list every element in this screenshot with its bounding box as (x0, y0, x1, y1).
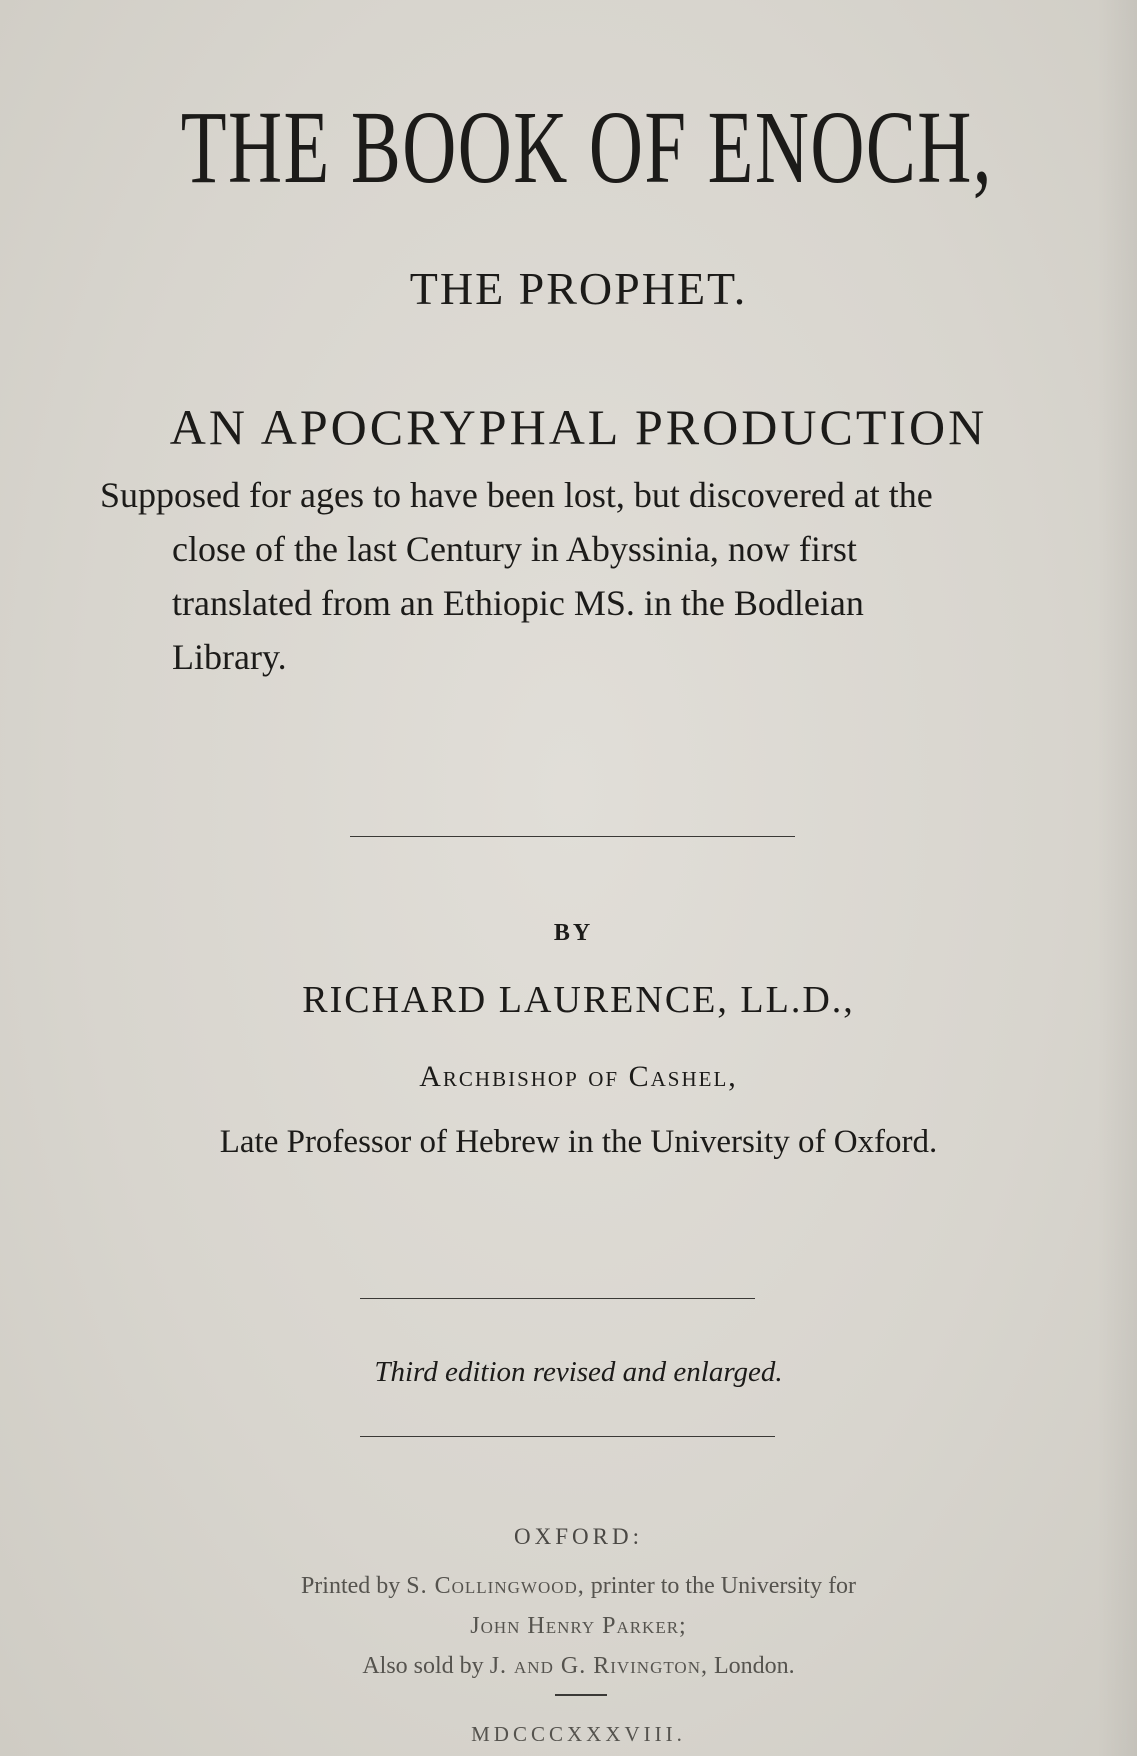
book-description (100, 468, 1100, 684)
description-line: translated from an Ethiopic MS. in the Bodleian (172, 583, 864, 623)
divider-rule (555, 1694, 607, 1696)
author-office: Archbishop of Cashel, (419, 1060, 738, 1093)
description-line: Supposed for ages to have been lost, but discovered at the (100, 475, 933, 515)
publisher-name: John Henry Parker; (470, 1613, 687, 1639)
author-professorship: Late Professor of Hebrew in the University of Oxford. (219, 1124, 938, 1160)
book-kind: AN APOCRYPHAL PRODUCTION (169, 399, 988, 455)
page-edge-shadow (1097, 0, 1137, 1756)
divider-rule (350, 836, 795, 837)
author-name: RICHARD LAURENCE, LL.D., (302, 979, 855, 1021)
divider-rule (360, 1436, 775, 1437)
by-line: BY (553, 920, 594, 946)
edition-note: Third edition revised and enlarged. (374, 1356, 783, 1388)
divider-rule (360, 1298, 755, 1299)
imprint-line (20, 1566, 1137, 1606)
imprint-text: London. (713, 1653, 795, 1679)
imprint-place: OXFORD: (514, 1524, 643, 1549)
imprint-line (20, 1606, 1137, 1646)
seller-name: J. and G. Rivington, (489, 1653, 708, 1679)
imprint-printer (0, 1566, 1137, 1686)
book-title: THE BOOK OF ENOCH, (180, 90, 993, 205)
imprint-text: Printed by (300, 1573, 401, 1599)
imprint-text: Also sold by (362, 1653, 484, 1679)
imprint-date: MDCCCXXXVIII. (471, 1722, 686, 1746)
printer-name: S. Collingwood, (406, 1573, 585, 1599)
description-line: close of the last Century in Abyssinia, now first (172, 529, 857, 569)
imprint-text: printer to the University for (590, 1573, 857, 1599)
book-subtitle: THE PROPHET. (409, 263, 748, 314)
description-line: Library. (172, 637, 287, 677)
imprint-line (20, 1646, 1137, 1686)
